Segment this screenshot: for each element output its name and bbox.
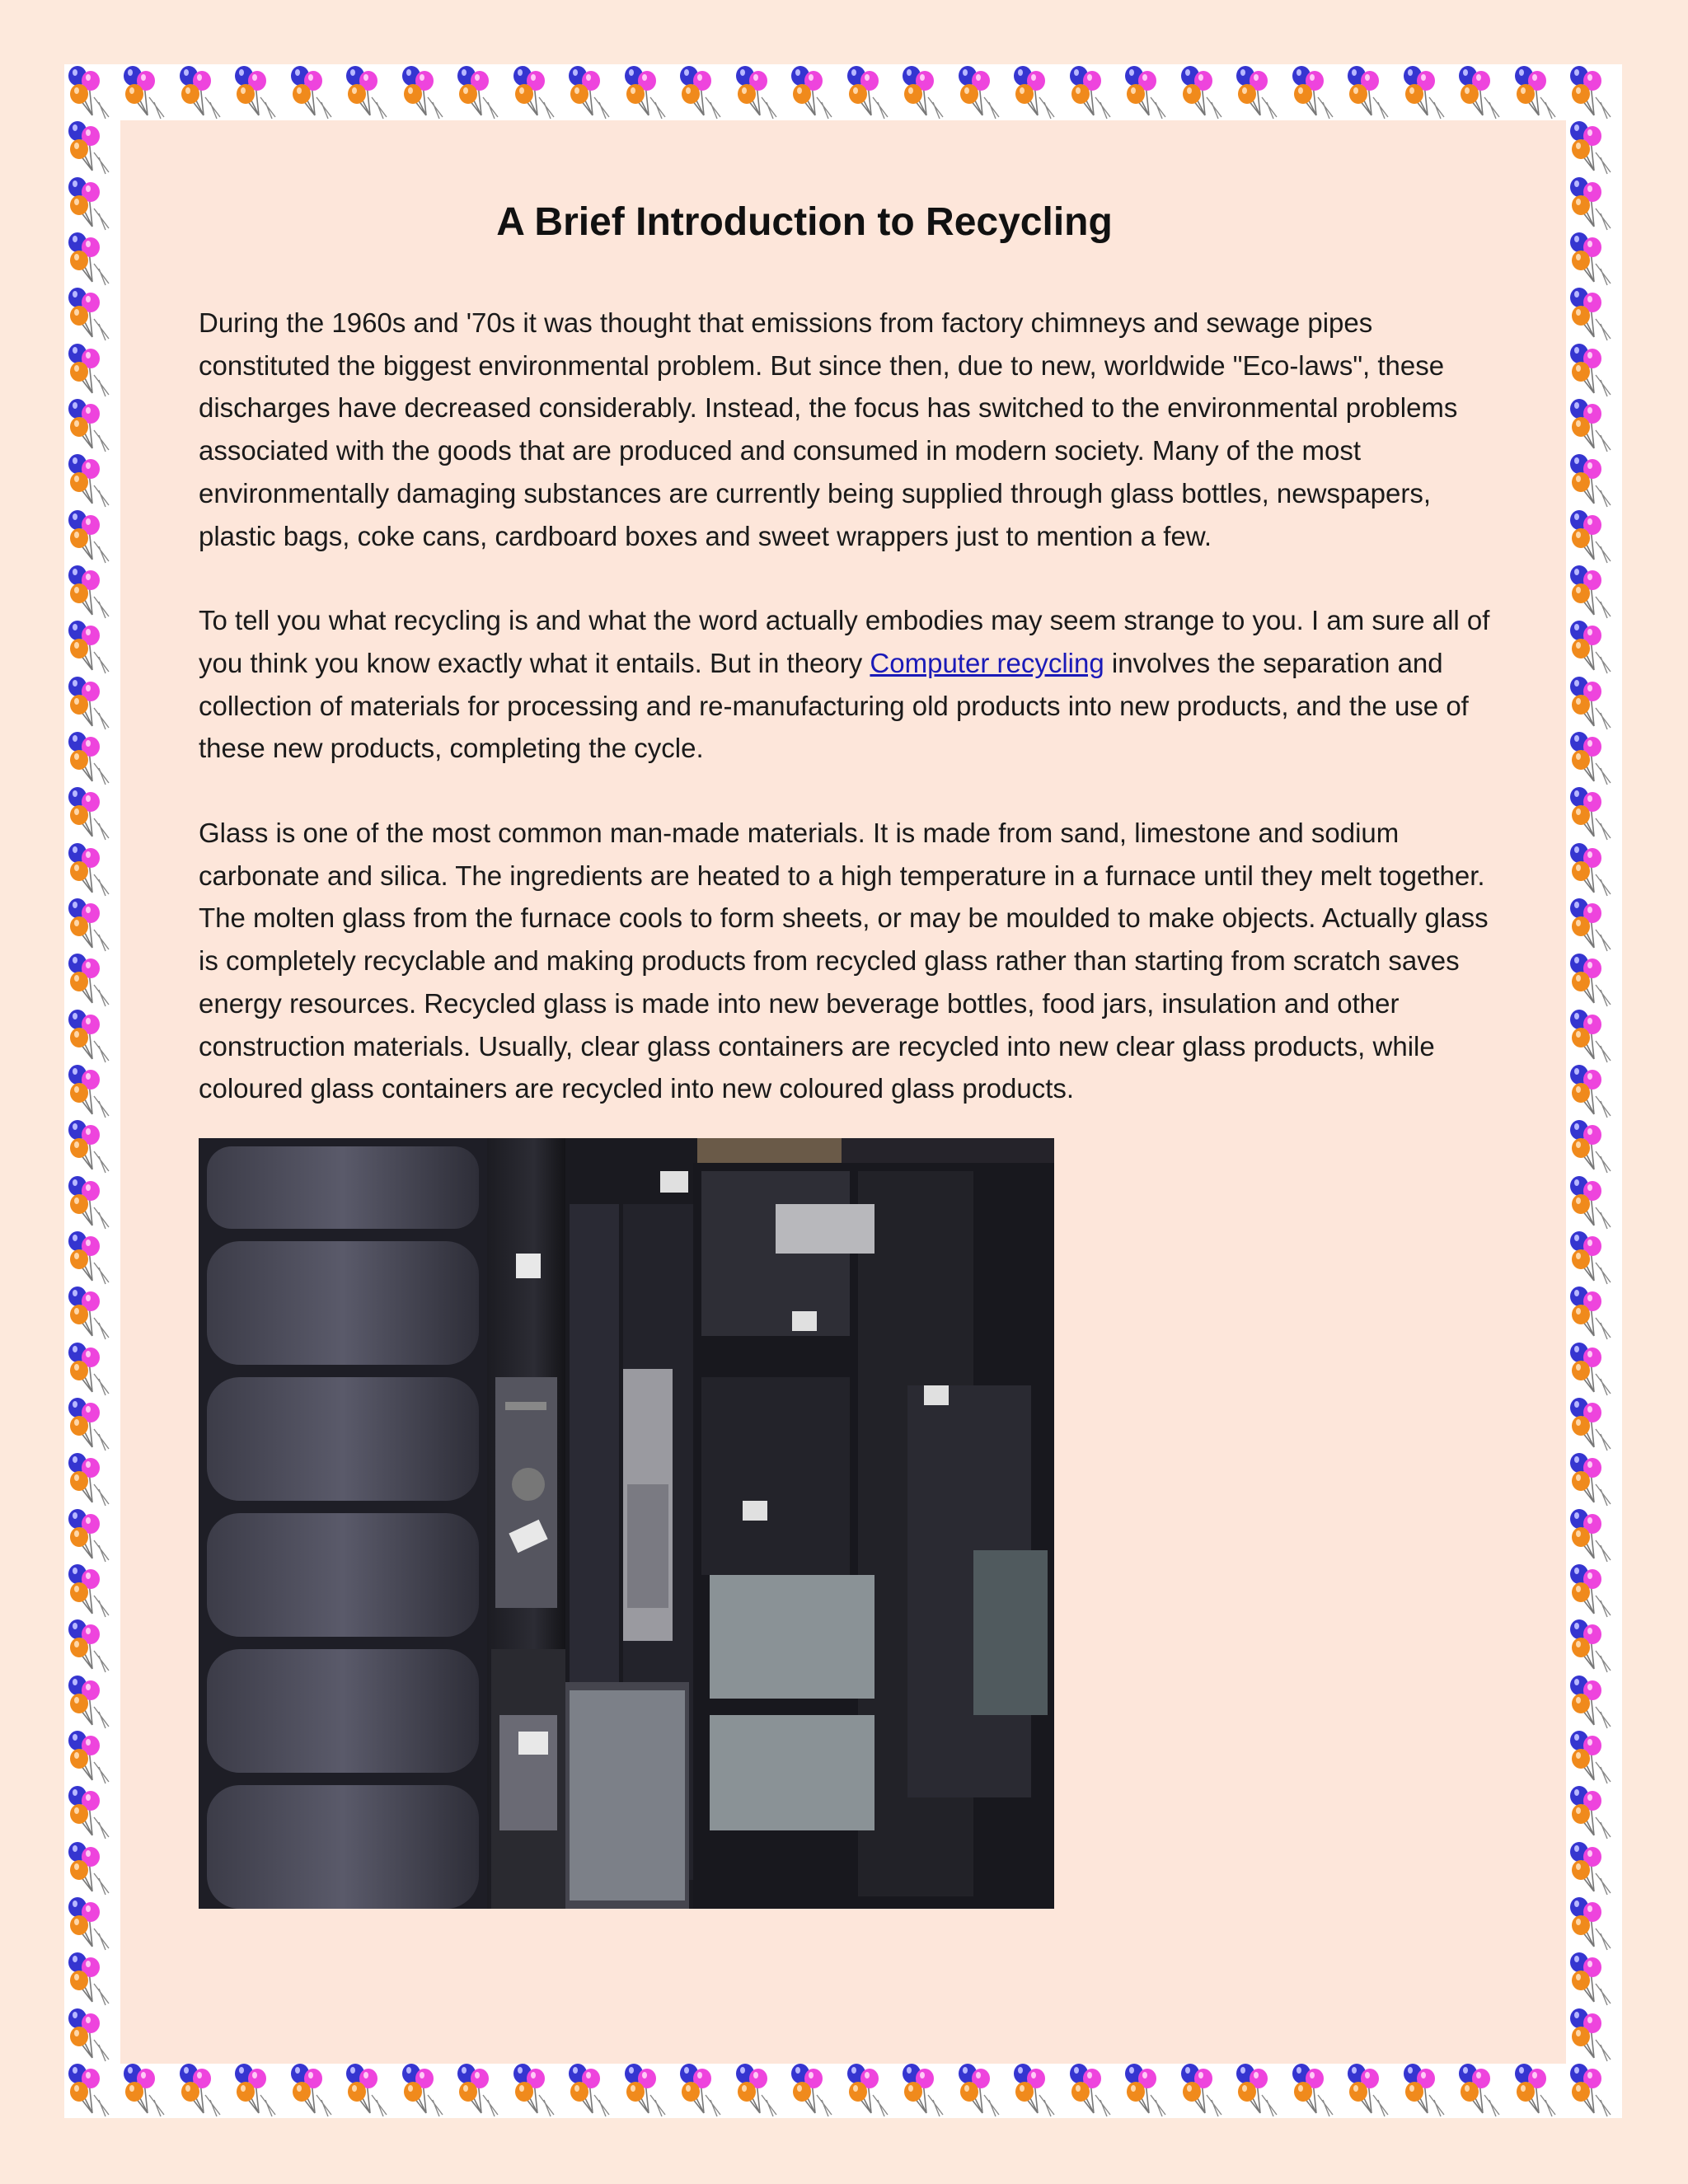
balloon-cluster-icon: [64, 120, 120, 176]
balloon-cluster-icon: [1066, 2062, 1122, 2118]
balloon-cluster-icon: [1566, 1563, 1622, 1619]
balloon-cluster-icon: [120, 2062, 176, 2118]
balloon-cluster-icon: [64, 897, 120, 953]
balloon-cluster-icon: [176, 2062, 232, 2118]
balloon-cluster-icon: [64, 1618, 120, 1674]
balloon-cluster-icon: [1455, 64, 1511, 120]
balloon-cluster-icon: [1288, 64, 1344, 120]
balloon-cluster-icon: [64, 1729, 120, 1785]
balloon-cluster-icon: [64, 1341, 120, 1397]
balloon-cluster-icon: [64, 1840, 120, 1896]
balloon-cluster-icon: [1566, 2007, 1622, 2063]
page-title: A Brief Introduction to Recycling: [496, 200, 1113, 244]
balloon-cluster-icon: [1566, 1063, 1622, 1119]
balloon-cluster-icon: [676, 64, 732, 120]
balloon-cluster-icon: [732, 64, 788, 120]
balloon-cluster-icon: [287, 64, 343, 120]
balloon-cluster-icon: [1566, 1341, 1622, 1397]
balloon-cluster-icon: [1566, 785, 1622, 841]
balloon-cluster-icon: [1566, 730, 1622, 786]
balloon-cluster-icon: [64, 342, 120, 398]
balloon-cluster-icon: [64, 1118, 120, 1174]
balloon-cluster-icon: [1010, 2062, 1066, 2118]
balloon-cluster-icon: [453, 2062, 509, 2118]
paragraph-3: Glass is one of the most common man-made materials. It is made from sand, limestone and sodium carbonate and silica. The ingredients are heated to a high temperature in a furnace until they melt together. The molten glass from the furnace cools to form sheets, or may be moulded to make objects. Actually glass is completely recyclable and making products from recycled glass rather than starting from scratch saves energy resources. Recycled glass is made into new beverage bottles, food jars, insulation and other construction materials. Usually, clear glass containers are recycled into new clear glass products, while coloured glass containers are recycled into new coloured glass products.: [199, 818, 1489, 1104]
balloon-cluster-icon: [176, 64, 232, 120]
balloon-cluster-icon: [342, 2062, 398, 2118]
balloon-cluster-icon: [64, 1784, 120, 1840]
balloon-cluster-icon: [64, 1174, 120, 1230]
balloon-cluster-icon: [1121, 2062, 1177, 2118]
balloon-cluster-icon: [64, 1008, 120, 1064]
balloon-cluster-icon: [64, 1285, 120, 1341]
balloon-cluster-icon: [621, 64, 677, 120]
paragraph-1: During the 1960s and '70s it was thought that emissions from factory chimneys and sewage pipes constituted the biggest environmental problem. But since then, due to new, worldwide "Eco-laws", these discharges have decreased considerably. Instead, the focus has switched to the environmental problems associated with the goods that are produced and consumed in modern society. Many of the most environmentally damaging substances are currently being supplied through glass bottles, newspapers, plastic bags, coke cans, cardboard boxes and sweet wrappers just to mention a few.: [199, 307, 1458, 551]
stacked-computers-photo: [199, 1138, 1054, 1909]
balloon-cluster-icon: [64, 1451, 120, 1507]
balloon-cluster-icon: [1566, 1729, 1622, 1785]
balloon-cluster-icon: [64, 1951, 120, 2007]
balloon-cluster-icon: [843, 64, 899, 120]
computer-recycling-link[interactable]: Computer recycling: [870, 647, 1104, 678]
balloon-cluster-icon: [509, 2062, 565, 2118]
balloon-cluster-icon: [1455, 2062, 1511, 2118]
balloon-cluster-icon: [398, 2062, 454, 2118]
balloon-cluster-icon: [1566, 64, 1622, 120]
balloon-cluster-icon: [64, 785, 120, 841]
paragraph-2: [199, 599, 1501, 770]
balloon-cluster-icon: [1511, 64, 1567, 120]
balloon-cluster-icon: [1566, 952, 1622, 1008]
balloon-cluster-icon: [1566, 286, 1622, 342]
balloon-cluster-icon: [1511, 2062, 1567, 2118]
balloon-cluster-icon: [64, 509, 120, 565]
balloon-cluster-icon: [676, 2062, 732, 2118]
balloon-cluster-icon: [1566, 1896, 1622, 1952]
balloon-cluster-icon: [64, 1896, 120, 1952]
balloon-cluster-icon: [64, 1230, 120, 1286]
balloon-cluster-icon: [287, 2062, 343, 2118]
balloon-cluster-icon: [1566, 509, 1622, 565]
balloon-cluster-icon: [64, 730, 120, 786]
balloon-cluster-icon: [1566, 1618, 1622, 1674]
balloon-cluster-icon: [64, 564, 120, 620]
balloon-cluster-icon: [1343, 2062, 1400, 2118]
balloon-cluster-icon: [1566, 397, 1622, 453]
balloon-cluster-icon: [64, 619, 120, 675]
balloon-cluster-icon: [64, 1674, 120, 1730]
balloon-cluster-icon: [1566, 1951, 1622, 2007]
balloon-cluster-icon: [1232, 2062, 1288, 2118]
balloon-cluster-icon: [64, 452, 120, 509]
balloon-cluster-icon: [1232, 64, 1288, 120]
balloon-cluster-icon: [954, 64, 1010, 120]
balloon-cluster-icon: [398, 64, 454, 120]
balloon-cluster-icon: [64, 2007, 120, 2063]
balloon-cluster-icon: [787, 2062, 843, 2118]
balloon-cluster-icon: [898, 2062, 954, 2118]
balloon-cluster-icon: [64, 286, 120, 342]
balloon-cluster-icon: [1566, 619, 1622, 675]
balloon-cluster-icon: [1010, 64, 1066, 120]
balloon-cluster-icon: [732, 2062, 788, 2118]
balloon-cluster-icon: [1566, 841, 1622, 898]
paragraph-2-start: To tell you what recycling is and what the word actually embodies may seem strange to you. I am sure all of you think you know exactly what it entails. But in theory: [199, 605, 1490, 678]
balloon-cluster-icon: [1400, 64, 1456, 120]
balloon-cluster-icon: [1566, 1451, 1622, 1507]
balloon-cluster-icon: [1566, 1396, 1622, 1452]
balloon-cluster-icon: [1566, 231, 1622, 287]
balloon-cluster-icon: [1400, 2062, 1456, 2118]
balloon-cluster-icon: [64, 1063, 120, 1119]
balloon-cluster-icon: [1566, 1285, 1622, 1341]
balloon-cluster-icon: [1177, 64, 1233, 120]
balloon-cluster-icon: [509, 64, 565, 120]
balloon-cluster-icon: [565, 2062, 621, 2118]
balloon-cluster-icon: [1566, 2062, 1622, 2118]
balloon-cluster-icon: [1566, 675, 1622, 731]
balloon-cluster-icon: [1566, 1230, 1622, 1286]
balloon-cluster-icon: [120, 64, 176, 120]
balloon-cluster-icon: [898, 64, 954, 120]
balloon-cluster-icon: [565, 64, 621, 120]
paragraph-2-end: involves the separation and collection of materials for processing and re-manufacturing old products into new products, and the use of these new products, completing the cycle.: [199, 647, 1469, 764]
balloon-cluster-icon: [1343, 64, 1400, 120]
balloon-cluster-icon: [843, 2062, 899, 2118]
balloon-cluster-icon: [1288, 2062, 1344, 2118]
balloon-cluster-icon: [64, 841, 120, 898]
balloon-cluster-icon: [1566, 176, 1622, 232]
balloon-cluster-icon: [64, 1396, 120, 1452]
balloon-cluster-icon: [1566, 1840, 1622, 1896]
balloon-cluster-icon: [1566, 1674, 1622, 1730]
balloon-cluster-icon: [342, 64, 398, 120]
balloon-cluster-icon: [621, 2062, 677, 2118]
balloon-cluster-icon: [954, 2062, 1010, 2118]
balloon-cluster-icon: [1566, 897, 1622, 953]
balloon-cluster-icon: [231, 2062, 287, 2118]
balloon-cluster-icon: [1566, 1174, 1622, 1230]
balloon-cluster-icon: [1566, 120, 1622, 176]
article-body: [199, 302, 1501, 1152]
balloon-cluster-icon: [1566, 1008, 1622, 1064]
balloon-cluster-icon: [1566, 342, 1622, 398]
balloon-cluster-icon: [64, 1507, 120, 1563]
balloon-cluster-icon: [64, 1563, 120, 1619]
balloon-cluster-icon: [1566, 1784, 1622, 1840]
balloon-cluster-icon: [64, 2062, 120, 2118]
balloon-cluster-icon: [64, 231, 120, 287]
balloon-cluster-icon: [64, 64, 120, 120]
balloon-cluster-icon: [1566, 1118, 1622, 1174]
balloon-cluster-icon: [1566, 452, 1622, 509]
balloon-cluster-icon: [64, 675, 120, 731]
balloon-cluster-icon: [231, 64, 287, 120]
balloon-cluster-icon: [453, 64, 509, 120]
balloon-cluster-icon: [1566, 1507, 1622, 1563]
balloon-cluster-icon: [1177, 2062, 1233, 2118]
balloon-cluster-icon: [787, 64, 843, 120]
balloon-cluster-icon: [64, 176, 120, 232]
balloon-cluster-icon: [1121, 64, 1177, 120]
balloon-cluster-icon: [64, 952, 120, 1008]
balloon-cluster-icon: [1066, 64, 1122, 120]
balloon-cluster-icon: [64, 397, 120, 453]
balloon-cluster-icon: [1566, 564, 1622, 620]
